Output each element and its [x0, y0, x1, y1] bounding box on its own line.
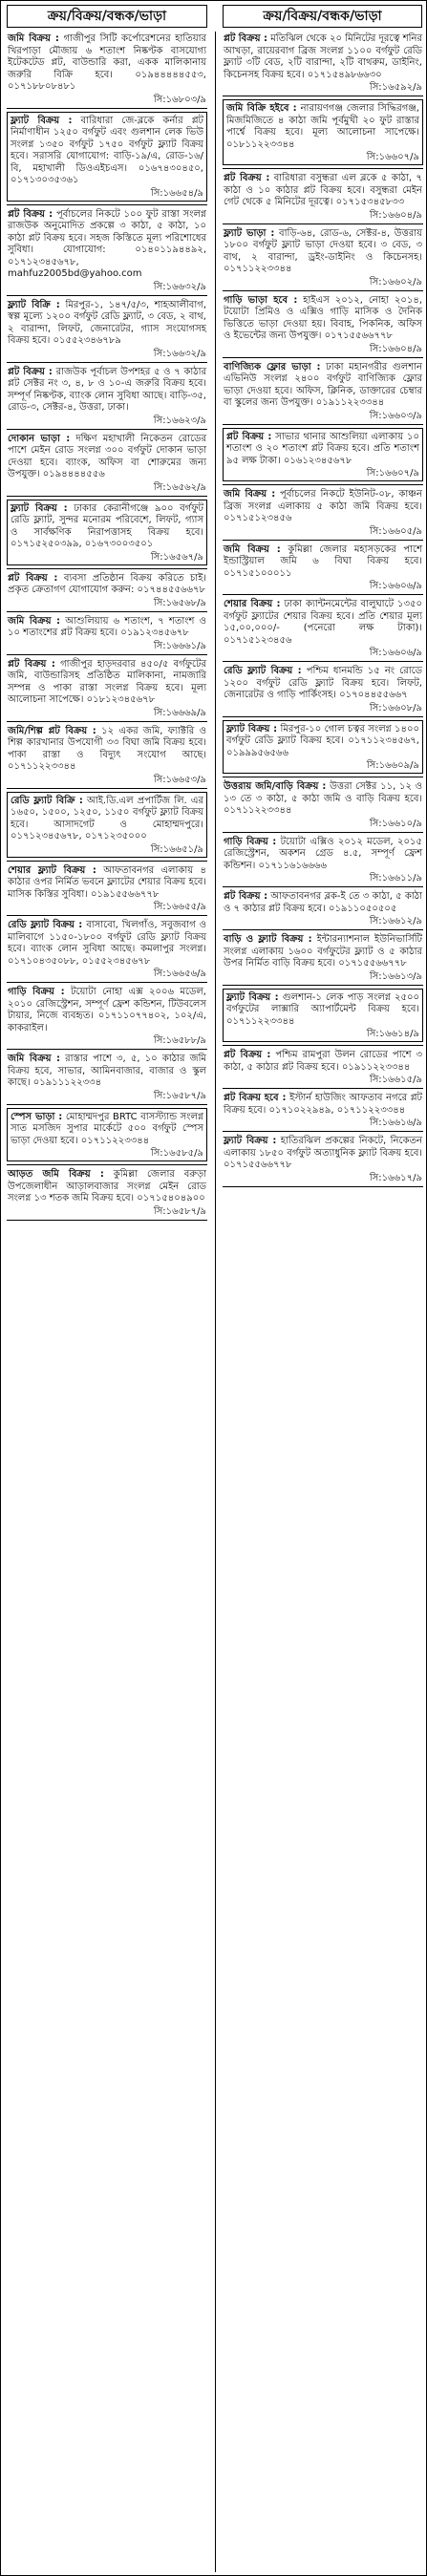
ad-heading: রেডি ফ্ল্যাট বিক্রয় : [8, 920, 83, 930]
ad-heading: রেডি ফ্ল্যাট বিক্রি : [11, 795, 83, 806]
classified-ad [7, 1052, 207, 1102]
ad-heading: ফ্ল্যাট বিক্রয় : [224, 1136, 277, 1146]
ad-heading: প্লট বিক্রয় : [224, 891, 268, 902]
ad-body: রাস্তার পাশে ৩, ৫, ১০ কাঠার জমি বিক্রয় হবে, সাভার, আমিনবাজার, বাজার ও স্কুল কাছে। ০১৯১১১২২৩৩৪ [8, 1054, 206, 1088]
ad-separator [223, 1186, 423, 1187]
ad-code: সি:১৬৬০৭/৯ [366, 468, 419, 479]
ad-heading: গাড়ি বিক্রয় : [8, 987, 65, 997]
ad-separator [7, 108, 207, 109]
classified-ad [7, 985, 207, 1047]
ad-code: সি:১৬৫৬২/৯ [153, 481, 206, 493]
ad-separator [7, 721, 207, 722]
ad-separator [223, 540, 423, 541]
ad-heading: জমি বিক্রি হইবে : [226, 103, 297, 114]
ad-code: সি:১৬৬০৮/৯ [369, 702, 422, 713]
classified-ad [223, 171, 423, 222]
ad-heading: জমি/শিল্প প্লট বিক্রয় : [8, 725, 96, 736]
ad-body: ১২ একর জমি, ফ্যাক্টরি ও শিল্প কারখানার উপযোগী ৩৩ বিঘা জমি বিক্রয় হবে। পাকা রাস্তা ও বিদ্যুৎ সংযোগ আছে। ০১৭১১২২৩৩৪৪ [8, 725, 207, 772]
ad-heading: জমি বিক্রয় : [8, 1054, 60, 1064]
ad-body: রাজউক পূর্বাচল উপশহর ৫ ও ৭ কাঠার প্লট সেক্টর নং ৩, ৪, ৮ ও ১০-এ জরুরি বিক্রয় হবে। সম্পূর্ণ নিষ্কণ্টক, ব্যাংক লোন সুবিধা আছে। বাড়ি-৩৫, রোড-৩, সেক্টর-৪, উত্তরা, ঢাকা। [8, 366, 207, 413]
ad-separator [223, 594, 423, 595]
ad-body: বারিধারা বসুন্ধরা এল ব্লকে ৫ কাঠা, ৭ কাঠা ও ১০ কাঠার প্লট বিক্রয় হবে। বসুন্ধরা মেইন গেট থেকে ৫ মিনিটের দূরত্বে। ০১৭১৫৩৪৫৮৩৩ [224, 173, 422, 207]
left-column [7, 32, 207, 2572]
ad-code: সি:১৬৬১৫/৯ [369, 1075, 422, 1085]
classified-ad [7, 863, 207, 914]
ad-separator [7, 861, 207, 862]
classified-ad [7, 432, 207, 494]
column-divider [215, 32, 216, 2572]
ad-code: সি:১৬৬১৬/৯ [369, 1118, 422, 1128]
ad-body: টয়োটা নোহা এক্স ২০০৬ মডেল, ২০১০ রেজিস্ট্রেশন, সম্পূর্ণ ফ্রেশ কন্ডিশন, টিউবলেস টায়ার, নিজে ব্যবহৃত। ০১৭১১০৭৭৪০২, ১০২/এ, কাকরাইল। [8, 987, 206, 1033]
ad-code: সি:১৬৬৩২/৯ [153, 348, 206, 359]
ad-body: মিরপুর-১, ১৪৭/৫/৩, শাহআলীবাগ, স্বল্প মূল্যে ১২০০ বর্গফুট রেডি ফ্ল্যাট, ৩ বেড, ২ বাথ, ২ বারান্দা, লিফট, জেনারেটর, গ্যাস সংযোগসহ বিক্রয় হবে। ০১৫৫২৩৪৬৭৮৯ [8, 299, 206, 346]
classified-ad [223, 543, 423, 593]
classified-ad [223, 835, 423, 885]
ad-heading: জমি বিক্রয় : [224, 543, 281, 555]
ad-separator [7, 362, 207, 363]
ad-body: গুলশান-১ লেক পাড় সংলগ্ন ২৫০০ বর্গফুটের লাক্সারি অ্যাপার্টমেন্ট বিক্রয় হবে। ০১৭১১২২৩৩৪৪ [226, 991, 419, 1027]
ad-code: সি:১৬৬৫৫/৯ [153, 902, 206, 912]
ad-separator [223, 886, 423, 887]
ad-heading: প্লট বিক্রয় : [8, 658, 55, 670]
ad-code: সি:১৬৫৮৮/৯ [153, 1035, 206, 1046]
classified-ad [7, 1108, 207, 1162]
classified-ad [7, 792, 207, 858]
ad-heading: জমি বিক্রয় : [8, 615, 61, 627]
classified-ad [7, 614, 207, 652]
classified-ad [7, 298, 207, 360]
ad-separator [223, 290, 423, 291]
ad-body: হাইএস ২০১২, নোহা ২০১৪, টয়োটা প্রিমিও ও এক্সিও গাড়ি মাসিক ও দৈনিক ভিত্তিতে ভাড়া দেওয়া হয়। বিবাহ, পিকনিক, অফিস ও ইভেন্টের জন্য উপযুক্ত। ০১৭১৫৫৬৬৭৭৮ [224, 294, 422, 341]
ad-heading: উত্তরায় জমি/বাড়ি বিক্রয় : [224, 781, 327, 792]
ad-body: আফতাবনগর ব্লক-ই তে ৩ কাঠা, ৫ কাঠা ও ৭ কাঠার প্লট বিক্রয় হবে। ০১৯১১০৫০৫০৫ [224, 891, 423, 914]
ad-body: ইস্টার্ন হাউজিং আফতাব নগরে প্লট বিক্রয় হবে। ০১৭১০২২৯৪৯, ০১৭১১২২৩৩৪৪ [224, 1093, 422, 1116]
ad-code: সি:১৬৬১১/৯ [369, 873, 422, 884]
ad-separator [223, 484, 423, 485]
ad-code: সি:১৬৬২৩/৯ [153, 415, 206, 426]
ad-code: সি:১৬৬৫৩/৯ [153, 774, 206, 785]
right-column [223, 32, 423, 2572]
classified-ad [223, 360, 423, 422]
ad-heading: শেয়ার বিক্রয় : [224, 599, 281, 609]
ad-separator [7, 1104, 207, 1105]
ad-separator [223, 1131, 423, 1132]
classified-ad [223, 1134, 423, 1184]
section-title-left: ক্রয়/বিক্রয়/বন্ধক/ভাড়া [7, 5, 207, 28]
ad-heading: প্লট বিক্রয় : [8, 366, 53, 377]
ad-body: কুমিল্লা জেলার বরুড়া উপজেলাধীন আড়ালবাজার সংলগ্ন মেইন রোড সংলগ্ন ১৩ শতক জমি বিক্রয় হবে। ০১৭১৫৪০৪৯০০ [8, 1169, 206, 1203]
ad-heading: প্লট বিক্রয় : [224, 1050, 271, 1060]
ad-body: ব্যবসা প্রতিষ্ঠান বিক্রয় করিতে চাই। প্রকৃত ক্রেতাগণ যোগাযোগ করুন: ০১৭৪৪৫৫৬৬৭৮ [8, 572, 206, 595]
ad-body: ইন্টারন্যাশনাল ইউনিভার্সিটি সংলগ্ন এলাকায় ১৬০০ বর্গফুটের ফ্ল্যাট ও ৫ কাঠার উপর নির্মিত বাড়ি বিক্রয় হবে। ০১৭১৫৫৬৬৭৭৮ [224, 934, 423, 969]
ad-separator [223, 1088, 423, 1089]
ad-code: সি:১৬৬০২/৯ [369, 276, 422, 287]
ad-separator [223, 832, 423, 833]
classified-ad [223, 779, 423, 830]
ad-heading: প্লট বিক্রয় : [224, 33, 267, 44]
ad-heading: ফ্ল্যাট বিক্রয় : [226, 723, 278, 734]
ad-separator [7, 568, 207, 569]
ad-body: মতিঝিল থেকে ২০ মিনিটের দূরত্বে শনির আখড়া, রায়েরবাগ ব্রিজ সংলগ্ন ১১০০ বর্গফুট রেডি ফ্ল্যাট ৩টি বেড, ২টি বারান্দা, ২টি বাথরুম, ডাইনিং, কিচেনসহ বিক্রয় হবে। ০১৭১৫৪৯৮৬৬৩০ [224, 33, 422, 80]
ad-code: সি:১৬৬১২/৯ [369, 916, 422, 926]
classified-ad [223, 989, 423, 1043]
classified-ad [223, 1091, 423, 1129]
ad-heading: রেডি ফ্ল্যাট বিক্রয় : [224, 666, 302, 676]
ad-code: সি:১৬৫৮৫/৯ [150, 1148, 203, 1159]
ad-heading: দোকান ভাড়া : [8, 433, 71, 444]
ad-heading: ফ্ল্যাট বিক্রয় : [11, 502, 68, 514]
ad-code: সি:১৬৬১০/৯ [369, 818, 422, 829]
classified-ad [7, 571, 207, 609]
ad-separator [7, 204, 207, 205]
section-title-right: ক্রয়/বিক্রয়/বন্ধক/ভাড়া [223, 5, 422, 28]
ad-heading: ফ্ল্যাট ভাড়া : [224, 227, 275, 239]
ad-body: বারিধারা জে-ব্লকে কর্নার প্লট নির্মাণাধীন ১২৫০ বর্গফুট এবং গুলশান লেক ভিউ সংলগ্ন ১৩৫০ বর্গফুট ১৭৫০ বর্গফুট ফ্ল্যাট বিক্রয় হবে। সরাসরি যোগাযোগ: বাড়ি-১৯/এ, রোড-১৬/বি, মহাখালী ডিওএইচএস। ০১৬৭৪৩০৪৫০, ০১৭১৩০৩৫৩৬১ [11, 115, 203, 185]
classified-ad [223, 32, 423, 94]
ad-heading: প্লট বিক্রয় হবে : [224, 1093, 287, 1103]
ad-body: ঢাকার কেরানীগঞ্জে ৯০০ বর্গফুট রেডি ফ্ল্যাট, সুন্দর মনোরম পরিবেশে, লিফট, গ্যাস ও সার্বক্ষণিক নিরাপত্তাসহ বিক্রয় হবে। ০১৭১৫২৫০৩৯৯, ০১৬৭৩০০৩৫০১ [11, 502, 203, 549]
ad-heading: প্লট বিক্রয় : [8, 208, 53, 220]
ad-code: সি:১৬৫৬৭/৯ [150, 551, 203, 563]
ad-body: কুমিল্লা জেলার মহাসড়কের পাশে ইন্ডাস্ট্রিয়াল জমি ৬ বিঘা বিক্রয় হবে। ০১৭১৫১০০০১১ [224, 543, 422, 579]
classified-ad [7, 918, 207, 980]
classified-ad [223, 1048, 423, 1086]
ad-separator [7, 982, 207, 983]
ad-body: পূর্বাচলের নিকটে ইউনিট-০৮, কাঞ্চন ব্রিজ সংলগ্ন এলাকায় ৫ কাঠা জমি বিক্রয় হবে। ০১৭১৫১২৩৪৫৬ [224, 489, 422, 523]
ad-body: টয়োটা এক্সিও ২০১২ মডেল, ২০১৫ রেজিস্ট্রেশন, অকশন গ্রেড ৪.৫, সম্পূর্ণ ফ্রেশ কন্ডিশন। ০১৭১১৬১৬৬৬৬ [224, 836, 422, 871]
ad-code: সি:১৬৬৫৬/৯ [153, 969, 206, 979]
classified-ad [223, 932, 423, 983]
classified-ad [7, 207, 207, 293]
ad-body: পশ্চিম রামপুরা উলন রোডের পাশে ৩ কাঠা, ৫ কাঠার প্লট বিক্রয় হবে। ০১৯১১২২৩৩৪৪ [224, 1050, 422, 1073]
classified-ad [223, 720, 423, 775]
ad-separator [7, 915, 207, 916]
ad-separator [223, 424, 423, 425]
classified-ad [7, 365, 207, 427]
ad-heading: গাড়ি বিক্রয় : [224, 836, 277, 847]
ad-code: সি:১৬৬০৭/৯ [366, 152, 419, 162]
classified-ad [7, 112, 207, 202]
ad-separator [223, 985, 423, 986]
classified-ad [223, 226, 423, 288]
ad-body: হাতিরঝিল প্রকল্পের নিকটে, নিকেতন এলাকায় ১৮৫০ বর্গফুট অত্যাধুনিক ফ্ল্যাট বিক্রয় হবে। ০১৭১৫৫৬৬৭৭৮ [224, 1136, 422, 1170]
ad-heading: প্লট বিক্রয় : [8, 572, 58, 584]
ad-code: সি:১৬৬০৩/৯ [369, 410, 422, 421]
ad-heading: বাণিজ্যিক ফ্লোর ভাড়া : [224, 361, 321, 373]
ad-separator [223, 716, 423, 717]
ad-body: আশুলিয়ায় ৬ শতাংশ, ৭ শতাংশ ও ১০ শতাংশের প্লট বিক্রয় হবে। ০১৯১২৩৪৫৬৭৮ [8, 615, 206, 638]
classified-ad [223, 293, 423, 355]
ad-code: সি:১৬৬৫১/৯ [150, 843, 203, 855]
ad-heading: ফ্ল্যাট বিক্রয় : [11, 115, 73, 126]
ad-code: সি:১৬৫৯২/৯ [369, 82, 422, 93]
ad-code: সি:১৬৬১৩/৯ [369, 970, 422, 982]
ad-separator [7, 429, 207, 430]
ad-body: পশ্চিম ধানমন্ডি ১৫ নং রোডে ১২০০ বর্গফুট রেডি ফ্ল্যাট বিক্রয় হবে। লিফট, জেনারেটর ও গাড়ি পার্কিংসহ। ০১৭০৪৪৫৫৬৬৭ [224, 666, 422, 700]
classified-ad [223, 664, 423, 714]
ad-code: সি:১৬৬০৯/৯ [366, 760, 419, 771]
ad-separator [7, 611, 207, 612]
ad-code: সি:১৬৬০৬/৯ [369, 648, 422, 658]
ad-body: পূর্বাচলের নিকটে ১০০ ফুট রাস্তা সংলগ্ন রাজউক অনুমোদিত প্রকল্পে ৩ কাঠা, ৫ কাঠা, ১০ কাঠা প্লট বিক্রয় হবে। সহজ কিস্তিতে মূল্য পরিশোধের সুবিধা। যোগাযোগ: ০১৪০১১৯৪৪৯২, ০১৭১২৩৪৫৬৭৮, mahfuz2005bd@yahoo.com [8, 208, 207, 279]
ad-separator [7, 496, 207, 497]
ad-code: সি:১৬৫৮৭/৯ [153, 1205, 206, 1217]
ad-heading: জমি বিক্রয় : [224, 489, 276, 500]
ad-separator [223, 929, 423, 930]
ad-separator [223, 357, 423, 358]
ad-code: সি:১৬৬৩২/৯ [153, 281, 206, 292]
ad-code: সি:১৬৬১৪/৯ [366, 1029, 419, 1039]
ad-separator [7, 295, 207, 296]
ad-code: সি:১৬৬৬৯/৯ [153, 707, 206, 718]
classified-ad [223, 597, 423, 659]
ad-separator [223, 168, 423, 169]
ad-heading: বাড়ি ও ফ্ল্যাট বিক্রয় : [224, 934, 312, 945]
ad-code: সি:১৬৬০৬/৯ [369, 581, 422, 591]
classified-ad [7, 657, 207, 719]
ad-code: সি:১৬৮০৩/৯ [153, 94, 206, 105]
ad-code: সি:১৬৬০৪/৯ [369, 209, 422, 221]
classified-ad [7, 724, 207, 786]
ad-code: সি:১৬৬০৫/৯ [369, 525, 422, 537]
ad-body: বাড়ি-৬৪, রোড-৬, সেক্টর-৪, উত্তরায় ১৮০০ বর্গফুট ফ্ল্যাট ভাড়া দেওয়া হবে। ৩ বেড, ৩ বাথ, ২ বারান্দা, ড্রইং-ডাইনিং ও কিচেনসহ। ০১৭১১২২৩৩৪৪ [224, 227, 422, 274]
classified-ad [7, 500, 207, 565]
ad-separator [7, 1049, 207, 1050]
ad-heading: জমি বিক্রয় : [8, 33, 59, 44]
classified-ad [223, 99, 423, 165]
ad-code: সি:১৬৬৬১/৯ [153, 640, 206, 651]
masthead [7, 5, 422, 28]
ad-heading: শেয়ার ফ্ল্যাট বিক্রয় : [8, 864, 96, 876]
ad-body: গাজীপুর সিটি কর্পোরেশনের হাতিয়ার খিরপাড়া মৌজায় ৬ শতাংশ নিষ্কণ্টক বাসযোগ্য ইটেকটেড প্লট, বাউন্ডারি করা, একক মালিকানায় জরুরি বিক্রি হবে। ০১৯৪৪৪৪৪৫৫৩, ০১৭১৮৮০৮৪৮১ [8, 33, 206, 92]
ad-heading: স্পেস ভাড়া : [11, 1111, 63, 1122]
ad-heading: আড়ত জমি বিক্রয় : [8, 1169, 104, 1180]
ad-separator [7, 1164, 207, 1165]
ad-code: সি:১৬৬৫৪/৯ [150, 187, 203, 199]
ad-separator [7, 654, 207, 655]
ad-heading: গাড়ি ভাড়া হবে : [224, 294, 298, 306]
ad-separator [7, 788, 207, 789]
classified-ad [223, 487, 423, 538]
ad-body: ঢাকা ক্যান্টনমেন্টের বালুঘাটে ১৩৫০ বর্গফুট ফ্ল্যাটের শেয়ার বিক্রয় হবে। প্রতি শেয়ার মূল্য ১৫,০০,০০০/- (পনেরো লক্ষ টাকা)। ০১৭১৫১২৩৪৫৬ [224, 599, 422, 646]
ad-heading: প্লট বিক্রয় : [224, 173, 270, 183]
ad-separator [223, 661, 423, 662]
classified-ad [223, 428, 423, 482]
columns [7, 32, 422, 2572]
ad-body: নারায়ণগঞ্জ জেলার সিদ্ধিরগঞ্জ, মিজমিজিতে ৪ কাঠা জমি পূর্বমুখী ২০ ফুট রাস্তার পার্শ্বে বিক্রয় হবে। মূল্য আলোচনা সাপেক্ষে। ০১৮১১২২৩৩৪৪ [226, 103, 419, 150]
classified-ad [7, 32, 207, 106]
ad-body: বাসাবো, খিলগাঁও, সবুজবাগ ও মালিবাগে ১১৫০-১৮০০ বর্গফুট রেডি ফ্ল্যাট বিক্রয় হবে। ব্যাংক লোন সুবিধা আছে। কমলাপুর সংলগ্ন। ০১৭১০৪৩৫০৮৮, ০১৫৫২৩৪৫৬৭৮ [8, 920, 206, 967]
classified-ad [7, 1167, 207, 1218]
ad-body: আই.ডি.এল প্রপার্টিজ লি. এর ১৬৫০, ১৫০০, ১২৫০, ১১৫০ বর্গফুট ফ্ল্যাট বিক্রয় হবে। আসাদগেট ও মোহাম্মদপুরে। ০১৭১২৩৪৫৬৭৮, ০১৭১২৩৫০০০ [11, 795, 203, 841]
ad-heading: ফ্ল্যাট বিক্রি : [8, 299, 60, 310]
ad-body: ঢাকা মহানগরীর গুলশান এভিনিউ সংলগ্ন ২৪০০ বর্গফুট বাণিজ্যিক ফ্লোর ভাড়া দেওয়া হবে। অফিস, ক্লিনিক, ডাক্তারের চেম্বার বা স্কুলের জন্য উপযুক্ত। ০১৯১১২২৩৩৪৪ [224, 361, 422, 408]
classified-ad [223, 889, 423, 927]
ad-body: আফতাবনগর এলাকায় ৪ কাঠার ওপর নির্মিত ভবনে ফ্ল্যাটের শেয়ার বিক্রয় হবে। মাসিক কিস্তির সুবিধা। ০১৯১৫৫৬৬৭৭৮ [8, 864, 206, 900]
ad-body: গাজীপুর হাড়দরবার ৪৫০/৫ বর্গফুটের জমি, বাউন্ডারিসহ প্রতিষ্ঠিত মালিকানা, নামজারি সম্পন্ন ও পাকা রাস্তা সংলগ্ন বিক্রয় হবে। মূল্য আলোচনা সাপেক্ষে। ০১৮১২৩৪৫৬৭৮ [8, 658, 206, 705]
ad-body: উত্তরা সেক্টর ১১, ১২ ও ১৩ তে ৩ কাঠা, ৫ কাঠা জমি ও বাড়ি বিক্রয় হবে। ০১৭১১২২৩৩৪৪ [224, 781, 423, 816]
ad-body: মোহাম্মদপুর BRTC বাসস্ট্যান্ড সংলগ্ন সাত মসজিদ সুপার মার্কেটে ৫০০ বর্গফুট স্পেস ভাড়া দেওয়া হবে। ০১৭১১২২৩৩৪৪ [11, 1111, 203, 1146]
ad-body: দক্ষিণ মহাখালী নিকেতন রোডের পাশে মেইন রোড সংলগ্ন ৩০০ বর্গফুট দোকান ভাড়া দেওয়া হবে। ব্যাংক, অফিস বা শোরুমের জন্য উপযুক্ত। ০১৯৪৪৪৪৫৫৬ [8, 433, 206, 479]
ad-code: সি:১৬৫৬৮/৯ [153, 597, 206, 608]
ad-code: সি:১৬৬০৪/৯ [369, 343, 422, 354]
ad-separator [223, 1045, 423, 1046]
ad-code: সি:১৬৬১৭/৯ [369, 1172, 422, 1183]
ad-heading: প্লট বিক্রয় : [226, 431, 272, 442]
ad-body: সাভার থানার আশুলিয়া এলাকায় ১০ শতাংশ ও ২০ শতাংশ প্লট বিক্রয় হবে। প্রতি শতাংশ ৯৫ লক্ষ টাকা। ০১৬১২৩৪৫৬৭৮ [226, 431, 419, 466]
ad-separator [7, 1220, 207, 1221]
ad-body: মিরপুর-১০ গোল চত্বর সংলগ্ন ১৪০০ বর্গফুট রেডি ফ্ল্যাট বিক্রয় হবে। ০১৭১১২৩৪৫৬৭, ০১৯৯৯৫৬৫৬৬ [226, 723, 419, 758]
ad-heading: ফ্ল্যাট বিক্রয় : [226, 991, 279, 1003]
ad-code: সি:১৬৫৮৭/৯ [153, 1090, 206, 1101]
